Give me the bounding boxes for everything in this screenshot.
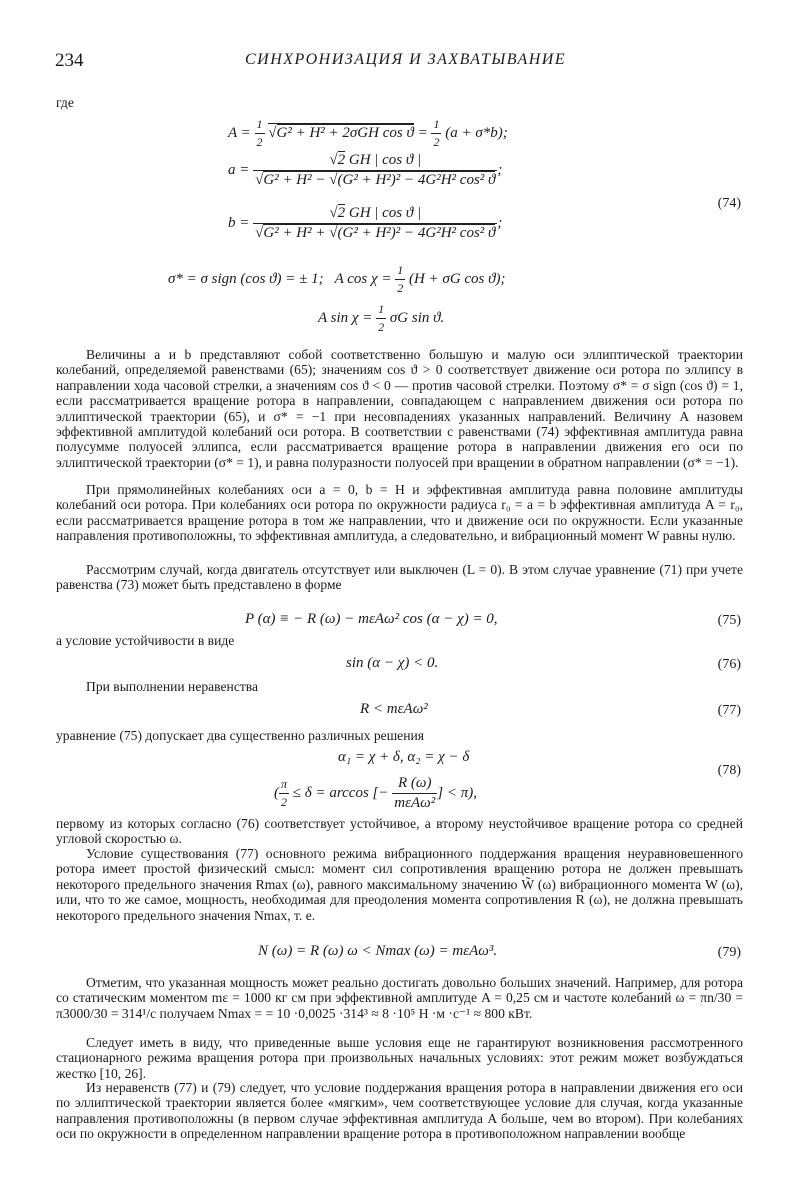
paragraph-8: Из неравенств (77) и (79) следует, что условие поддержания вращения ротора в направлении движения его оси по эллиптической траектории является более «мягким», чем соответствующее условие для случая, когда указанные направления противоположны (в первом случае эффективная амплитуда A больше, чем во втором). При колебаниях оси по окружности в определенном направлении вращение ротора в противоположном направлении вообще xyxy=(56,1080,743,1142)
equation-78-line-2: ( $\frac{\pi}{2}$ ≤ δ = arccos [− $\frac{R (\omega)}{\text{mεAω²}}$ ] < π), xyxy=(274,775,477,811)
equation-79: N (ω) = R (ω) ω < Nmax (ω) = mεAω³. xyxy=(258,943,498,959)
equation-74-line-b: b = $\frac{\text{√2 GH | cos ϑ |}}{\text{√G² + H² + √(G² + H²)² − 4G²H² cos² ϑ}}$ ; xyxy=(228,205,503,241)
equation-74-line-a: a = $\frac{\text{√2 GH | cos ϑ |}}{\text{√G² + H² − √(G² + H²)² − 4G²H² cos² ϑ}}$ ; xyxy=(228,152,503,188)
paragraph-7: Следует иметь в виду, что приведенные выше условия еще не гарантируют возникновения рассмотренного стационарного режима вращения ротора при произвольных начальных условиях: этот режим может возбуждаться жестко [10, 26]. xyxy=(56,1035,743,1081)
equation-74-line-sigma: σ* = σ sign (cos ϑ) = ± 1; A cos χ = $\frac{1}{2}$ (H + σG cos ϑ); xyxy=(168,263,506,295)
equation-75: P (α) ≡ − R (ω) − mεAω² cos (α − χ) = 0, xyxy=(245,611,498,627)
equation-77: R < mεAω² xyxy=(360,701,428,717)
equation-74-number: (74) xyxy=(717,196,741,211)
equation-78-number: (78) xyxy=(717,763,741,778)
equation-75-number: (75) xyxy=(717,613,741,628)
equation-76-number: (76) xyxy=(717,657,741,672)
solutions-intro-text: уравнение (75) допускает два существенно различных решения xyxy=(56,728,425,743)
running-title: СИНХРОНИЗАЦИЯ И ЗАХВАТЫВАНИЕ xyxy=(245,51,567,68)
equation-74-line-A: A = $\frac{1}{2}$ √G² + H² + 2σGH cos ϑ = $\frac{1}{2}$ (a + σ*b); xyxy=(228,117,508,149)
paragraph-5: Условие существования (77) основного режима вибрационного поддержания вращения неуравновешенного ротора имеет простой физический смысл: момент сил сопротивления вращению ротора не должен превышать некоторого предельного значения Rmax (ω), равного максимальному значению W̃ (ω) вибрационного момента W (ω), или, что то же самое, мощность, необходимая для преодоления момента сопротивления R (ω), не должна превышать некоторого предельного значения Nmax, т. е. xyxy=(56,846,743,923)
paragraph-6: Отметим, что указанная мощность может реально достигать довольно больших значений. Например, для ротора со статическим моментом mε = 1000 кг см при эффективной амплитуде A = 0,25 см и частоте колебаний ω = πn/30 = π3000/30 = 314¹/с получаем Nmax = = 10 ·0,0025 ·314³ ≈ 8 ·10⁵ Н ·м ·с⁻¹ ≈ 800 кВт. xyxy=(56,975,743,1021)
inequality-intro-text: При выполнении неравенства xyxy=(86,679,259,694)
where-word: где xyxy=(56,95,74,110)
paragraph-4: первому из которых согласно (76) соответствует устойчивое, а второму неустойчивое вращение ротора со средней угловой скоростью ω. xyxy=(56,816,743,847)
paragraph-3: Рассмотрим случай, когда двигатель отсутствует или выключен (L = 0). В этом случае уравнение (71) при учете равенства (73) может быть представлено в форме xyxy=(56,562,743,593)
equation-74-line-sin: A sin χ = $\frac{1}{2}$ σG sin ϑ. xyxy=(318,302,445,334)
page-number: 234 xyxy=(55,50,84,71)
paragraph-2: При прямолинейных колебаниях оси a = 0, b = H и эффективная амплитуда равна половине амплитуды колебаний оси ротора. При колебаниях оси ротора по окружности радиуса r₀ = a = b эффективная амплитуда A = r₀, если рассматривается вращение ротора в том же направлении, что и движение оси по окружности. Если указанные направления противоположны, то эффективная амплитуда, а следовательно, и вибрационный момент W равны нулю. xyxy=(56,482,743,544)
equation-77-number: (77) xyxy=(717,703,741,718)
equation-78-line-1: α₁ = χ + δ, α₂ = χ − δ xyxy=(338,749,470,765)
equation-79-number: (79) xyxy=(717,945,741,960)
paragraph-1: Величины a и b представляют собой соответственно большую и малую оси эллиптической траектории колебаний, определяемой равенствами (65); значениям cos ϑ > 0 соответствует движение оси ротора по эллипсу в направлении хода часовой стрелки, а значениям cos ϑ < 0 — против часовой стрелки. Поэтому σ* = σ sign (cos ϑ) = 1, если рассматривается вращение ротора в направлении, совпадающем с направлением движения оси ротора по эллиптической траектории (65), и σ* = −1 при несовпадениях указанных направлений. Величину A назовем эффективной амплитудой колебаний оси ротора. В соответствии с равенствами (74) эффективная амплитуда равна полусумме полуосей эллипса, если рассматривается вращение ротора в направлении движения его оси по эллиптической траектории (σ* = 1), и равна полуразности полуосей при вращении в обратном направлении (σ* = −1). xyxy=(56,347,743,470)
stability-condition-text: а условие устойчивости в виде xyxy=(56,633,235,648)
equation-76: sin (α − χ) < 0. xyxy=(346,655,439,671)
